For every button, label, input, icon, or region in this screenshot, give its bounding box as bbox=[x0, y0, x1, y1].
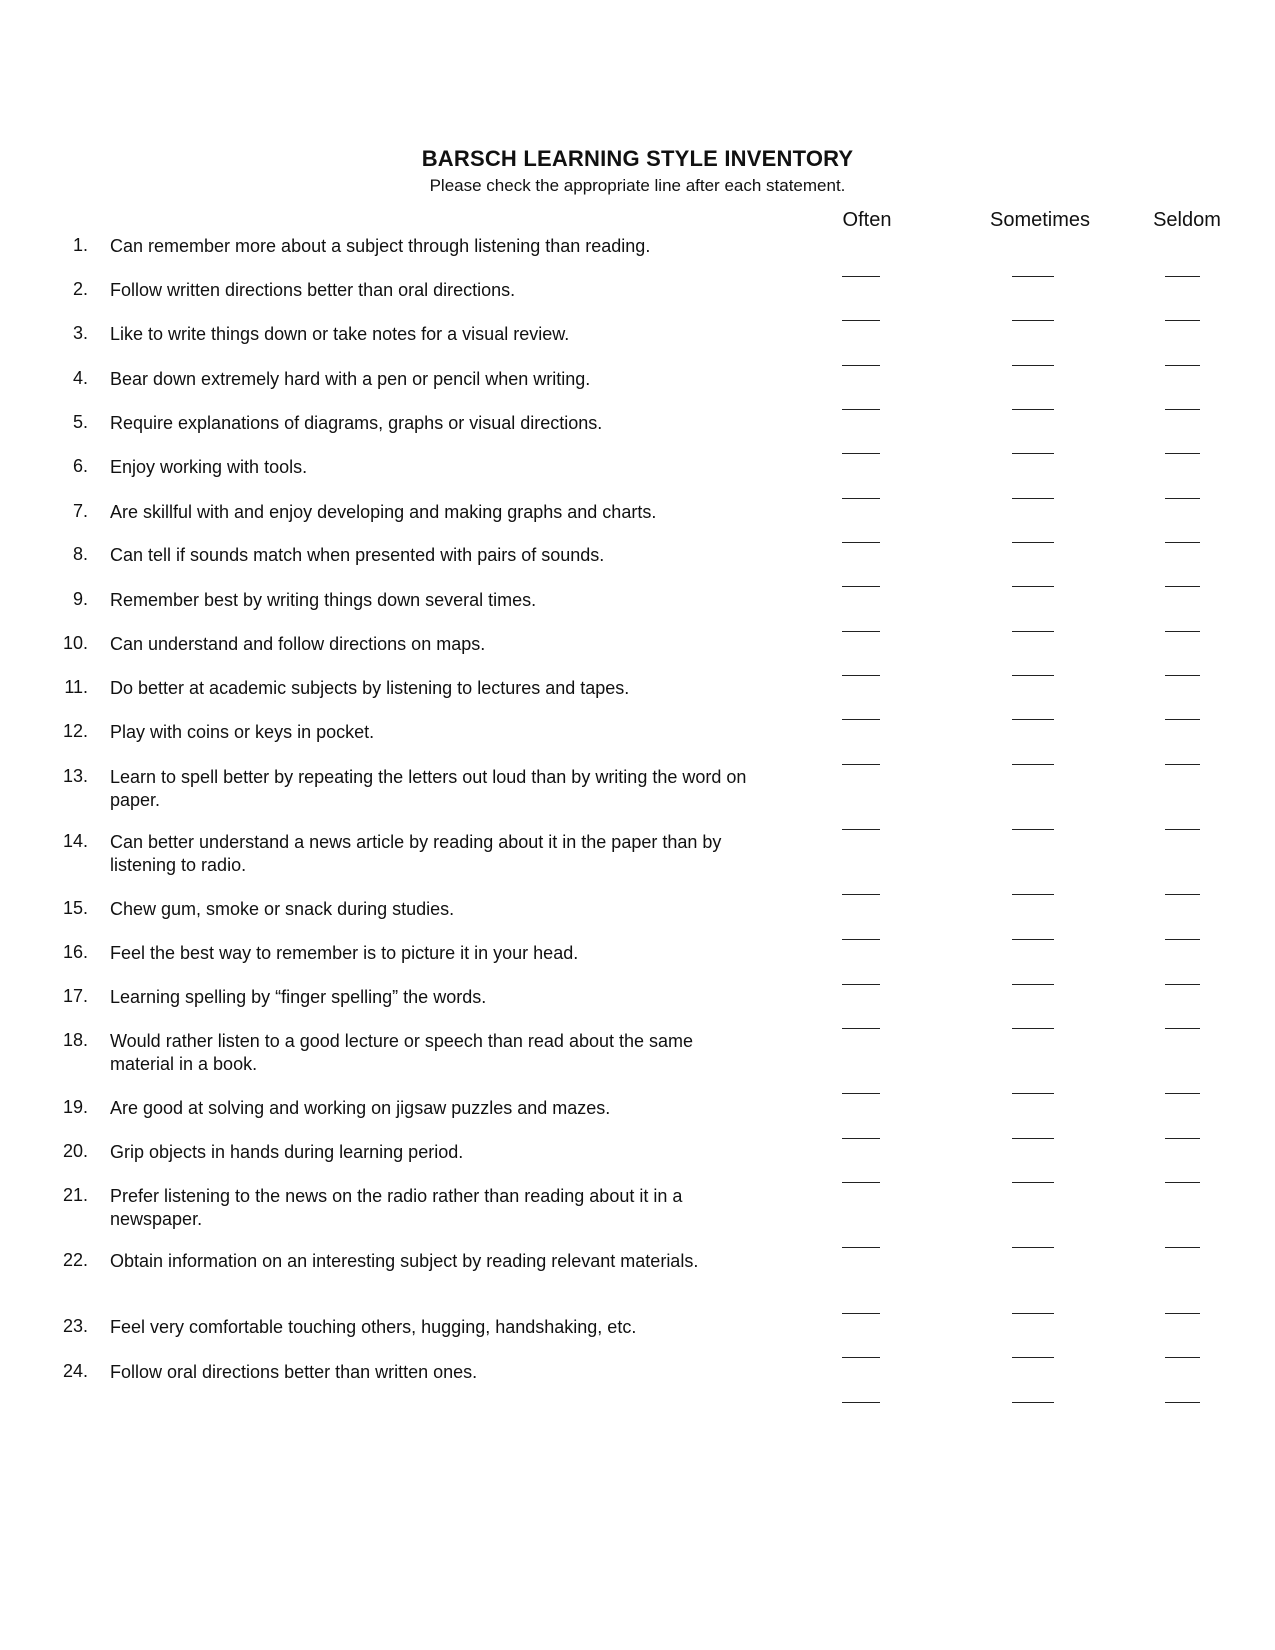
item-statement: Require explanations of diagrams, graphs or visual directions. bbox=[110, 413, 603, 433]
answer-line-often[interactable] bbox=[842, 1313, 880, 1314]
item-statement: Follow oral directions better than written ones. bbox=[110, 1362, 478, 1382]
answer-line-seldom[interactable] bbox=[1165, 1138, 1200, 1139]
answer-line-often[interactable] bbox=[842, 894, 880, 895]
item-statement: Feel very comfortable touching others, hugging, handshaking, etc. bbox=[110, 1317, 637, 1337]
answer-line-often[interactable] bbox=[842, 453, 880, 454]
answer-line-often[interactable] bbox=[842, 276, 880, 277]
answer-line-seldom[interactable] bbox=[1165, 894, 1200, 895]
answer-line-often[interactable] bbox=[842, 365, 880, 366]
item-number: 24. bbox=[62, 1361, 88, 1381]
item-number: 21. bbox=[62, 1185, 88, 1205]
answer-line-often[interactable] bbox=[842, 1138, 880, 1139]
answer-line-sometimes[interactable] bbox=[1012, 1247, 1054, 1248]
answer-line-sometimes[interactable] bbox=[1012, 409, 1054, 410]
answer-line-sometimes[interactable] bbox=[1012, 631, 1054, 632]
answer-line-sometimes[interactable] bbox=[1012, 453, 1054, 454]
item-number: 6. bbox=[72, 456, 88, 476]
answer-line-often[interactable] bbox=[842, 1093, 880, 1094]
answer-line-seldom[interactable] bbox=[1165, 1247, 1200, 1248]
answer-line-seldom[interactable] bbox=[1165, 719, 1200, 720]
column-header-seldom: Seldom bbox=[1153, 209, 1221, 231]
answer-line-often[interactable] bbox=[842, 1357, 880, 1358]
item-statement: Learning spelling by “finger spelling” the words. bbox=[110, 987, 487, 1007]
item-number: 13. bbox=[62, 766, 88, 786]
answer-line-often[interactable] bbox=[842, 1028, 880, 1029]
answer-line-sometimes[interactable] bbox=[1012, 276, 1054, 277]
answer-line-sometimes[interactable] bbox=[1012, 764, 1054, 765]
answer-line-sometimes[interactable] bbox=[1012, 829, 1054, 830]
answer-line-often[interactable] bbox=[842, 320, 880, 321]
item-number: 23. bbox=[62, 1316, 88, 1336]
answer-line-often[interactable] bbox=[842, 675, 880, 676]
answer-line-often[interactable] bbox=[842, 1402, 880, 1403]
item-statement: Can remember more about a subject through listening than reading. bbox=[110, 236, 651, 256]
answer-line-sometimes[interactable] bbox=[1012, 1028, 1054, 1029]
answer-line-seldom[interactable] bbox=[1165, 829, 1200, 830]
answer-line-sometimes[interactable] bbox=[1012, 1093, 1054, 1094]
answer-line-seldom[interactable] bbox=[1165, 542, 1200, 543]
item-number: 7. bbox=[72, 501, 88, 521]
answer-line-sometimes[interactable] bbox=[1012, 586, 1054, 587]
item-number: 20. bbox=[62, 1141, 88, 1161]
answer-line-sometimes[interactable] bbox=[1012, 1402, 1054, 1403]
item-number: 1. bbox=[72, 235, 88, 255]
answer-line-sometimes[interactable] bbox=[1012, 542, 1054, 543]
item-number: 15. bbox=[62, 898, 88, 918]
item-number: 19. bbox=[62, 1097, 88, 1117]
answer-line-seldom[interactable] bbox=[1165, 984, 1200, 985]
answer-line-seldom[interactable] bbox=[1165, 409, 1200, 410]
item-number: 10. bbox=[62, 633, 88, 653]
item-number: 16. bbox=[62, 942, 88, 962]
item-number: 5. bbox=[72, 412, 88, 432]
answer-line-seldom[interactable] bbox=[1165, 1313, 1200, 1314]
column-header-sometimes: Sometimes bbox=[989, 209, 1091, 231]
answer-line-seldom[interactable] bbox=[1165, 764, 1200, 765]
answer-line-often[interactable] bbox=[842, 409, 880, 410]
answer-line-seldom[interactable] bbox=[1165, 365, 1200, 366]
item-number: 4. bbox=[72, 368, 88, 388]
answer-line-seldom[interactable] bbox=[1165, 1357, 1200, 1358]
answer-line-often[interactable] bbox=[842, 719, 880, 720]
answer-line-seldom[interactable] bbox=[1165, 586, 1200, 587]
item-statement: Grip objects in hands during learning period. bbox=[110, 1142, 464, 1162]
answer-line-sometimes[interactable] bbox=[1012, 365, 1054, 366]
item-statement: Do better at academic subjects by listening to lectures and tapes. bbox=[110, 678, 630, 698]
answer-line-seldom[interactable] bbox=[1165, 1182, 1200, 1183]
item-statement: Play with coins or keys in pocket. bbox=[110, 722, 375, 742]
item-number: 2. bbox=[72, 279, 88, 299]
item-statement: Learn to spell better by repeating the letters out loud than by writing the word on paper. bbox=[110, 767, 747, 810]
item-number: 3. bbox=[72, 323, 88, 343]
answer-line-often[interactable] bbox=[842, 498, 880, 499]
answer-line-seldom[interactable] bbox=[1165, 675, 1200, 676]
answer-line-seldom[interactable] bbox=[1165, 320, 1200, 321]
answer-line-sometimes[interactable] bbox=[1012, 498, 1054, 499]
answer-line-often[interactable] bbox=[842, 1182, 880, 1183]
column-header-often: Often bbox=[842, 209, 892, 231]
item-statement: Are skillful with and enjoy developing and making graphs and charts. bbox=[110, 502, 657, 522]
item-statement: Would rather listen to a good lecture or speech than read about the same material in a book. bbox=[110, 1031, 694, 1074]
item-statement: Obtain information on an interesting subject by reading relevant materials. bbox=[110, 1251, 699, 1271]
answer-line-often[interactable] bbox=[842, 542, 880, 543]
item-number: 11. bbox=[64, 677, 88, 697]
answer-line-seldom[interactable] bbox=[1165, 498, 1200, 499]
answer-line-often[interactable] bbox=[842, 939, 880, 940]
answer-line-often[interactable] bbox=[842, 586, 880, 587]
answer-line-sometimes[interactable] bbox=[1012, 1357, 1054, 1358]
item-number: 8. bbox=[72, 544, 88, 564]
item-number: 22. bbox=[62, 1250, 88, 1270]
answer-line-often[interactable] bbox=[842, 984, 880, 985]
answer-line-sometimes[interactable] bbox=[1012, 1313, 1054, 1314]
answer-line-seldom[interactable] bbox=[1165, 1093, 1200, 1094]
item-statement: Are good at solving and working on jigsaw puzzles and mazes. bbox=[110, 1098, 611, 1118]
answer-line-sometimes[interactable] bbox=[1012, 1138, 1054, 1139]
item-number: 18. bbox=[62, 1030, 88, 1050]
answer-line-often[interactable] bbox=[842, 764, 880, 765]
answer-line-seldom[interactable] bbox=[1165, 276, 1200, 277]
item-statement: Follow written directions better than oral directions. bbox=[110, 280, 516, 300]
item-number: 12. bbox=[62, 721, 88, 741]
item-number: 17. bbox=[62, 986, 88, 1006]
item-statement: Feel the best way to remember is to picture it in your head. bbox=[110, 943, 579, 963]
item-number: 14. bbox=[62, 831, 88, 851]
item-statement: Can understand and follow directions on maps. bbox=[110, 634, 486, 654]
answer-line-seldom[interactable] bbox=[1165, 453, 1200, 454]
item-statement: Enjoy working with tools. bbox=[110, 457, 308, 477]
answer-line-seldom[interactable] bbox=[1165, 1028, 1200, 1029]
item-statement: Remember best by writing things down several times. bbox=[110, 590, 537, 610]
answer-line-seldom[interactable] bbox=[1165, 939, 1200, 940]
answer-line-sometimes[interactable] bbox=[1012, 1182, 1054, 1183]
item-statement: Like to write things down or take notes for a visual review. bbox=[110, 324, 570, 344]
answer-line-sometimes[interactable] bbox=[1012, 939, 1054, 940]
form-instructions: Please check the appropriate line after each statement. bbox=[429, 176, 846, 195]
item-statement: Can better understand a news article by reading about it in the paper than by listening to radio. bbox=[110, 832, 722, 875]
item-number: 9. bbox=[72, 589, 88, 609]
answer-line-sometimes[interactable] bbox=[1012, 719, 1054, 720]
answer-line-sometimes[interactable] bbox=[1012, 675, 1054, 676]
answer-line-seldom[interactable] bbox=[1165, 631, 1200, 632]
answer-line-often[interactable] bbox=[842, 631, 880, 632]
item-statement: Chew gum, smoke or snack during studies. bbox=[110, 899, 455, 919]
item-statement: Prefer listening to the news on the radio rather than reading about it in a newspaper. bbox=[110, 1186, 683, 1229]
answer-line-seldom[interactable] bbox=[1165, 1402, 1200, 1403]
item-statement: Can tell if sounds match when presented with pairs of sounds. bbox=[110, 545, 605, 565]
answer-line-often[interactable] bbox=[842, 1247, 880, 1248]
answer-line-sometimes[interactable] bbox=[1012, 894, 1054, 895]
form-title: BARSCH LEARNING STYLE INVENTORY bbox=[421, 146, 854, 171]
answer-line-often[interactable] bbox=[842, 829, 880, 830]
answer-line-sometimes[interactable] bbox=[1012, 984, 1054, 985]
answer-line-sometimes[interactable] bbox=[1012, 320, 1054, 321]
item-statement: Bear down extremely hard with a pen or pencil when writing. bbox=[110, 369, 591, 389]
